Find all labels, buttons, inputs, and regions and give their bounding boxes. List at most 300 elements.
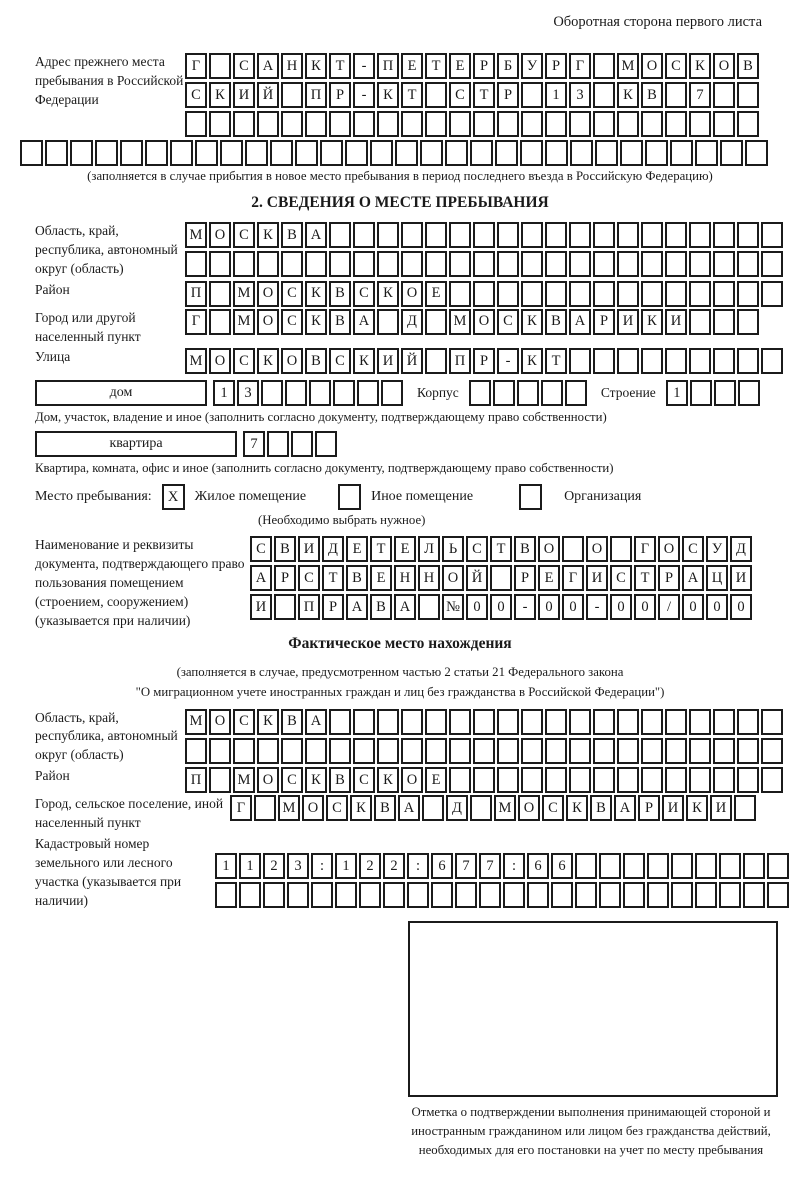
char-box[interactable] bbox=[521, 738, 543, 764]
char-box[interactable] bbox=[418, 594, 440, 620]
char-box[interactable] bbox=[309, 380, 331, 406]
char-box[interactable] bbox=[517, 380, 539, 406]
char-box[interactable] bbox=[449, 251, 471, 277]
char-box[interactable] bbox=[737, 82, 759, 108]
char-box[interactable] bbox=[170, 140, 193, 166]
char-box[interactable] bbox=[254, 795, 276, 821]
char-box[interactable] bbox=[575, 853, 597, 879]
char-box[interactable] bbox=[623, 853, 645, 879]
char-box[interactable]: К bbox=[377, 767, 399, 793]
char-box[interactable] bbox=[449, 111, 471, 137]
char-box[interactable] bbox=[545, 111, 567, 137]
char-box[interactable]: Г bbox=[562, 565, 584, 591]
char-box[interactable]: С bbox=[466, 536, 488, 562]
char-box[interactable]: О bbox=[257, 281, 279, 307]
char-box[interactable] bbox=[335, 882, 357, 908]
char-box[interactable] bbox=[495, 140, 518, 166]
char-box[interactable] bbox=[20, 140, 43, 166]
char-box[interactable] bbox=[377, 738, 399, 764]
char-box[interactable] bbox=[761, 709, 783, 735]
char-box[interactable]: И bbox=[665, 309, 687, 335]
char-box[interactable] bbox=[270, 140, 293, 166]
char-box[interactable] bbox=[449, 738, 471, 764]
char-box[interactable] bbox=[209, 111, 231, 137]
char-box[interactable] bbox=[425, 709, 447, 735]
char-box[interactable] bbox=[497, 738, 519, 764]
char-box[interactable] bbox=[569, 281, 591, 307]
char-box[interactable] bbox=[689, 767, 711, 793]
char-box[interactable] bbox=[593, 709, 615, 735]
char-box[interactable]: И bbox=[586, 565, 608, 591]
char-box[interactable] bbox=[713, 767, 735, 793]
char-box[interactable] bbox=[381, 380, 403, 406]
char-box[interactable] bbox=[473, 709, 495, 735]
char-box[interactable]: С bbox=[233, 222, 255, 248]
char-box[interactable]: А bbox=[682, 565, 704, 591]
char-box[interactable] bbox=[595, 140, 618, 166]
char-box[interactable]: 3 bbox=[237, 380, 259, 406]
char-box[interactable] bbox=[545, 738, 567, 764]
char-box[interactable] bbox=[671, 882, 693, 908]
char-box[interactable] bbox=[401, 709, 423, 735]
char-box[interactable] bbox=[274, 594, 296, 620]
char-box[interactable] bbox=[209, 281, 231, 307]
char-box[interactable] bbox=[617, 251, 639, 277]
char-box[interactable]: Т bbox=[545, 348, 567, 374]
char-box[interactable] bbox=[257, 111, 279, 137]
char-box[interactable] bbox=[239, 882, 261, 908]
char-box[interactable]: Д bbox=[401, 309, 423, 335]
char-box[interactable]: Н bbox=[394, 565, 416, 591]
char-box[interactable]: В bbox=[370, 594, 392, 620]
char-box[interactable]: С bbox=[610, 565, 632, 591]
char-box[interactable]: Б bbox=[497, 53, 519, 79]
char-box[interactable] bbox=[737, 738, 759, 764]
char-box[interactable] bbox=[593, 767, 615, 793]
char-box[interactable] bbox=[617, 281, 639, 307]
char-box[interactable]: Р bbox=[329, 82, 351, 108]
char-box[interactable] bbox=[641, 281, 663, 307]
char-box[interactable]: О bbox=[473, 309, 495, 335]
char-box[interactable] bbox=[738, 380, 760, 406]
char-box[interactable]: П bbox=[377, 53, 399, 79]
char-box[interactable] bbox=[545, 767, 567, 793]
char-box[interactable] bbox=[209, 309, 231, 335]
char-box[interactable] bbox=[215, 882, 237, 908]
char-box[interactable]: Д bbox=[322, 536, 344, 562]
char-box[interactable] bbox=[743, 882, 765, 908]
char-box[interactable] bbox=[470, 140, 493, 166]
char-box[interactable] bbox=[445, 140, 468, 166]
char-box[interactable]: В bbox=[329, 281, 351, 307]
char-box[interactable]: Н bbox=[418, 565, 440, 591]
char-box[interactable]: 7 bbox=[479, 853, 501, 879]
char-box[interactable]: А bbox=[305, 709, 327, 735]
char-box[interactable] bbox=[521, 251, 543, 277]
char-box[interactable] bbox=[737, 251, 759, 277]
char-box[interactable] bbox=[521, 709, 543, 735]
char-box[interactable] bbox=[719, 882, 741, 908]
char-box[interactable]: В bbox=[346, 565, 368, 591]
char-box[interactable]: Р bbox=[274, 565, 296, 591]
char-box[interactable] bbox=[562, 536, 584, 562]
char-box[interactable] bbox=[257, 251, 279, 277]
char-box[interactable] bbox=[329, 738, 351, 764]
char-box[interactable] bbox=[479, 882, 501, 908]
char-box[interactable] bbox=[527, 882, 549, 908]
char-box[interactable] bbox=[401, 251, 423, 277]
char-box[interactable]: Д bbox=[730, 536, 752, 562]
char-box[interactable]: К bbox=[209, 82, 231, 108]
char-box[interactable] bbox=[345, 140, 368, 166]
char-box[interactable] bbox=[593, 348, 615, 374]
char-box[interactable]: Т bbox=[322, 565, 344, 591]
char-box[interactable]: 0 bbox=[730, 594, 752, 620]
char-box[interactable] bbox=[281, 251, 303, 277]
char-box[interactable] bbox=[315, 431, 337, 457]
char-box[interactable] bbox=[295, 140, 318, 166]
char-box[interactable]: С bbox=[329, 348, 351, 374]
char-box[interactable]: - bbox=[497, 348, 519, 374]
char-box[interactable]: - bbox=[586, 594, 608, 620]
char-box[interactable]: 0 bbox=[538, 594, 560, 620]
char-box[interactable]: К bbox=[350, 795, 372, 821]
char-box[interactable]: : bbox=[311, 853, 333, 879]
char-box[interactable] bbox=[665, 222, 687, 248]
char-box[interactable] bbox=[425, 251, 447, 277]
char-box[interactable] bbox=[737, 309, 759, 335]
char-box[interactable]: К bbox=[353, 348, 375, 374]
char-box[interactable]: В bbox=[514, 536, 536, 562]
char-box[interactable] bbox=[737, 348, 759, 374]
char-box[interactable] bbox=[425, 738, 447, 764]
char-box[interactable] bbox=[545, 281, 567, 307]
char-box[interactable] bbox=[689, 111, 711, 137]
char-box[interactable]: Р bbox=[545, 53, 567, 79]
char-box[interactable] bbox=[743, 853, 765, 879]
char-box[interactable] bbox=[620, 140, 643, 166]
char-box[interactable]: Е bbox=[346, 536, 368, 562]
char-box[interactable] bbox=[541, 380, 563, 406]
char-box[interactable] bbox=[665, 82, 687, 108]
char-box[interactable]: В bbox=[641, 82, 663, 108]
char-box[interactable] bbox=[425, 82, 447, 108]
char-box[interactable]: К bbox=[257, 222, 279, 248]
char-box[interactable] bbox=[593, 251, 615, 277]
char-box[interactable]: В bbox=[545, 309, 567, 335]
char-box[interactable] bbox=[521, 222, 543, 248]
char-box[interactable] bbox=[497, 709, 519, 735]
char-box[interactable] bbox=[641, 767, 663, 793]
char-box[interactable] bbox=[473, 111, 495, 137]
char-box[interactable] bbox=[185, 251, 207, 277]
char-box[interactable]: Г bbox=[569, 53, 591, 79]
char-box[interactable] bbox=[473, 251, 495, 277]
char-box[interactable] bbox=[617, 111, 639, 137]
char-box[interactable]: 6 bbox=[431, 853, 453, 879]
other-premises-checkbox[interactable] bbox=[338, 484, 361, 510]
char-box[interactable] bbox=[305, 251, 327, 277]
char-box[interactable]: О bbox=[257, 767, 279, 793]
char-box[interactable]: 6 bbox=[551, 853, 573, 879]
char-box[interactable] bbox=[737, 767, 759, 793]
char-box[interactable] bbox=[497, 767, 519, 793]
char-box[interactable] bbox=[267, 431, 289, 457]
char-box[interactable]: Т bbox=[473, 82, 495, 108]
char-box[interactable]: : bbox=[407, 853, 429, 879]
char-box[interactable] bbox=[641, 738, 663, 764]
char-box[interactable] bbox=[617, 709, 639, 735]
char-box[interactable]: Л bbox=[418, 536, 440, 562]
char-box[interactable]: 2 bbox=[359, 853, 381, 879]
char-box[interactable]: М bbox=[185, 222, 207, 248]
char-box[interactable] bbox=[473, 738, 495, 764]
char-box[interactable] bbox=[720, 140, 743, 166]
char-box[interactable] bbox=[641, 348, 663, 374]
char-box[interactable] bbox=[377, 309, 399, 335]
char-box[interactable]: / bbox=[658, 594, 680, 620]
char-box[interactable]: П bbox=[185, 767, 207, 793]
char-box[interactable] bbox=[767, 853, 789, 879]
char-box[interactable]: И bbox=[730, 565, 752, 591]
char-box[interactable]: П bbox=[305, 82, 327, 108]
char-box[interactable] bbox=[473, 281, 495, 307]
char-box[interactable] bbox=[737, 281, 759, 307]
char-box[interactable] bbox=[665, 738, 687, 764]
char-box[interactable]: Р bbox=[658, 565, 680, 591]
char-box[interactable]: К bbox=[689, 53, 711, 79]
char-box[interactable] bbox=[713, 222, 735, 248]
char-box[interactable] bbox=[713, 709, 735, 735]
char-box[interactable]: Ц bbox=[706, 565, 728, 591]
char-box[interactable] bbox=[617, 767, 639, 793]
char-box[interactable]: 1 bbox=[215, 853, 237, 879]
char-box[interactable] bbox=[493, 380, 515, 406]
char-box[interactable] bbox=[565, 380, 587, 406]
char-box[interactable] bbox=[599, 853, 621, 879]
char-box[interactable] bbox=[425, 309, 447, 335]
char-box[interactable] bbox=[623, 882, 645, 908]
char-box[interactable]: 2 bbox=[263, 853, 285, 879]
char-box[interactable] bbox=[570, 140, 593, 166]
char-box[interactable]: К bbox=[521, 348, 543, 374]
char-box[interactable] bbox=[689, 281, 711, 307]
char-box[interactable] bbox=[761, 767, 783, 793]
char-box[interactable] bbox=[647, 882, 669, 908]
char-box[interactable] bbox=[473, 222, 495, 248]
char-box[interactable] bbox=[263, 882, 285, 908]
char-box[interactable] bbox=[610, 536, 632, 562]
char-box[interactable]: С bbox=[298, 565, 320, 591]
char-box[interactable]: 1 bbox=[213, 380, 235, 406]
char-box[interactable] bbox=[233, 738, 255, 764]
char-box[interactable] bbox=[470, 795, 492, 821]
char-box[interactable] bbox=[209, 738, 231, 764]
char-box[interactable] bbox=[469, 380, 491, 406]
char-box[interactable] bbox=[761, 281, 783, 307]
char-box[interactable] bbox=[719, 853, 741, 879]
char-box[interactable] bbox=[431, 882, 453, 908]
char-box[interactable] bbox=[545, 140, 568, 166]
char-box[interactable]: К bbox=[566, 795, 588, 821]
char-box[interactable]: В bbox=[374, 795, 396, 821]
char-box[interactable] bbox=[713, 251, 735, 277]
char-box[interactable] bbox=[647, 853, 669, 879]
char-box[interactable]: А bbox=[257, 53, 279, 79]
char-box[interactable] bbox=[401, 222, 423, 248]
char-box[interactable] bbox=[690, 380, 712, 406]
char-box[interactable]: А bbox=[346, 594, 368, 620]
char-box[interactable]: О bbox=[641, 53, 663, 79]
char-box[interactable]: О bbox=[518, 795, 540, 821]
char-box[interactable]: - bbox=[514, 594, 536, 620]
char-box[interactable]: 6 bbox=[527, 853, 549, 879]
char-box[interactable]: Й bbox=[466, 565, 488, 591]
char-box[interactable] bbox=[425, 348, 447, 374]
char-box[interactable]: 1 bbox=[545, 82, 567, 108]
char-box[interactable] bbox=[713, 82, 735, 108]
char-box[interactable]: : bbox=[503, 853, 525, 879]
char-box[interactable] bbox=[617, 738, 639, 764]
char-box[interactable]: В bbox=[329, 309, 351, 335]
char-box[interactable] bbox=[449, 281, 471, 307]
char-box[interactable]: № bbox=[442, 594, 464, 620]
char-box[interactable] bbox=[695, 882, 717, 908]
char-box[interactable]: Е bbox=[538, 565, 560, 591]
char-box[interactable] bbox=[195, 140, 218, 166]
char-box[interactable]: И bbox=[298, 536, 320, 562]
char-box[interactable] bbox=[425, 222, 447, 248]
char-box[interactable]: К bbox=[257, 709, 279, 735]
char-box[interactable] bbox=[503, 882, 525, 908]
char-box[interactable]: К bbox=[377, 82, 399, 108]
char-box[interactable] bbox=[353, 251, 375, 277]
char-box[interactable]: 3 bbox=[569, 82, 591, 108]
char-box[interactable] bbox=[285, 380, 307, 406]
char-box[interactable] bbox=[245, 140, 268, 166]
char-box[interactable]: 2 bbox=[383, 853, 405, 879]
char-box[interactable]: О bbox=[257, 309, 279, 335]
char-box[interactable] bbox=[761, 348, 783, 374]
char-box[interactable] bbox=[359, 882, 381, 908]
char-box[interactable] bbox=[45, 140, 68, 166]
char-box[interactable] bbox=[521, 111, 543, 137]
char-box[interactable]: Е bbox=[394, 536, 416, 562]
char-box[interactable] bbox=[665, 767, 687, 793]
char-box[interactable]: О bbox=[209, 709, 231, 735]
char-box[interactable]: П bbox=[449, 348, 471, 374]
char-box[interactable] bbox=[281, 82, 303, 108]
char-box[interactable] bbox=[665, 348, 687, 374]
char-box[interactable]: Т bbox=[490, 536, 512, 562]
char-box[interactable]: С bbox=[682, 536, 704, 562]
char-box[interactable]: С bbox=[233, 348, 255, 374]
char-box[interactable]: 1 bbox=[239, 853, 261, 879]
char-box[interactable] bbox=[569, 767, 591, 793]
char-box[interactable] bbox=[185, 111, 207, 137]
char-box[interactable]: Й bbox=[401, 348, 423, 374]
char-box[interactable]: Т bbox=[634, 565, 656, 591]
char-box[interactable]: Р bbox=[473, 53, 495, 79]
char-box[interactable] bbox=[714, 380, 736, 406]
organization-checkbox[interactable] bbox=[519, 484, 542, 510]
char-box[interactable]: К bbox=[305, 53, 327, 79]
char-box[interactable] bbox=[641, 709, 663, 735]
char-box[interactable] bbox=[689, 709, 711, 735]
char-box[interactable]: П bbox=[298, 594, 320, 620]
char-box[interactable] bbox=[593, 82, 615, 108]
char-box[interactable]: О bbox=[401, 281, 423, 307]
char-box[interactable] bbox=[593, 738, 615, 764]
char-box[interactable]: С bbox=[281, 309, 303, 335]
char-box[interactable] bbox=[593, 53, 615, 79]
char-box[interactable]: В bbox=[305, 348, 327, 374]
char-box[interactable]: В bbox=[737, 53, 759, 79]
char-box[interactable]: А bbox=[614, 795, 636, 821]
char-box[interactable]: Р bbox=[473, 348, 495, 374]
char-box[interactable] bbox=[761, 222, 783, 248]
char-box[interactable] bbox=[737, 709, 759, 735]
char-box[interactable]: С bbox=[233, 709, 255, 735]
char-box[interactable] bbox=[593, 281, 615, 307]
char-box[interactable] bbox=[617, 222, 639, 248]
char-box[interactable]: 0 bbox=[682, 594, 704, 620]
char-box[interactable] bbox=[745, 140, 768, 166]
char-box[interactable] bbox=[521, 281, 543, 307]
char-box[interactable] bbox=[593, 111, 615, 137]
char-box[interactable]: А bbox=[569, 309, 591, 335]
char-box[interactable] bbox=[689, 309, 711, 335]
apartment-type-box[interactable]: квартира bbox=[35, 431, 237, 457]
char-box[interactable]: Т bbox=[329, 53, 351, 79]
char-box[interactable]: К bbox=[257, 348, 279, 374]
char-box[interactable] bbox=[713, 738, 735, 764]
char-box[interactable]: К bbox=[521, 309, 543, 335]
char-box[interactable]: 0 bbox=[634, 594, 656, 620]
char-box[interactable] bbox=[311, 882, 333, 908]
char-box[interactable] bbox=[377, 251, 399, 277]
char-box[interactable]: С bbox=[250, 536, 272, 562]
char-box[interactable]: Г bbox=[230, 795, 252, 821]
char-box[interactable]: Е bbox=[401, 53, 423, 79]
char-box[interactable]: О bbox=[442, 565, 464, 591]
char-box[interactable]: 7 bbox=[689, 82, 711, 108]
char-box[interactable]: 0 bbox=[490, 594, 512, 620]
char-box[interactable] bbox=[357, 380, 379, 406]
char-box[interactable] bbox=[370, 140, 393, 166]
char-box[interactable] bbox=[593, 222, 615, 248]
char-box[interactable] bbox=[665, 281, 687, 307]
char-box[interactable] bbox=[287, 882, 309, 908]
char-box[interactable] bbox=[320, 140, 343, 166]
char-box[interactable] bbox=[761, 251, 783, 277]
char-box[interactable]: Е bbox=[449, 53, 471, 79]
char-box[interactable]: И bbox=[710, 795, 732, 821]
char-box[interactable] bbox=[425, 111, 447, 137]
char-box[interactable]: 1 bbox=[666, 380, 688, 406]
char-box[interactable]: К bbox=[305, 767, 327, 793]
char-box[interactable] bbox=[120, 140, 143, 166]
house-type-box[interactable]: дом bbox=[35, 380, 207, 406]
char-box[interactable]: - bbox=[353, 82, 375, 108]
char-box[interactable]: М bbox=[278, 795, 300, 821]
char-box[interactable] bbox=[233, 111, 255, 137]
char-box[interactable]: А bbox=[398, 795, 420, 821]
char-box[interactable]: К bbox=[305, 281, 327, 307]
char-box[interactable] bbox=[545, 251, 567, 277]
char-box[interactable] bbox=[305, 738, 327, 764]
char-box[interactable]: Р bbox=[514, 565, 536, 591]
